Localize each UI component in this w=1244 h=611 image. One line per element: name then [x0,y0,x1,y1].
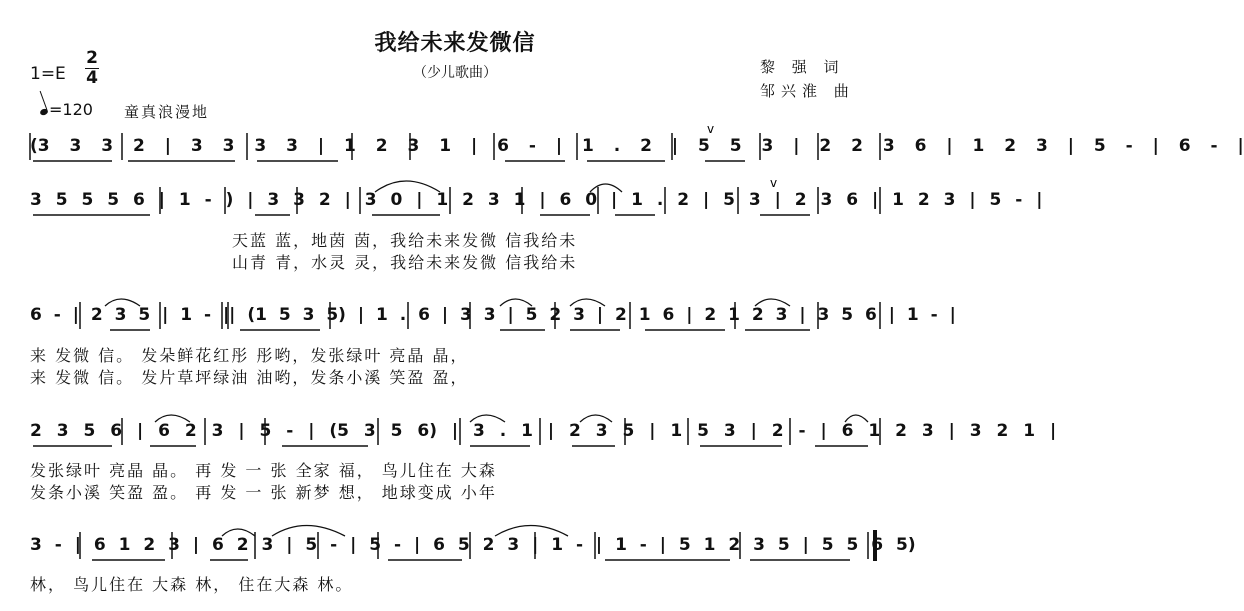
expression-marking: 童真浪漫地 [124,103,210,121]
notation-line-1: (3 3 3 2 | 3 3 3 3 | 1 2 3 1 | 6 - | 1 . 2 | 5 5 3 | 2 2 3 6 | 1 2 3 | 5 - | 6 - | [30,136,1244,156]
notation-line-2: 3 5 5 5 6 | 1 - ) | 3 3 2 | 3 0 | 1 2 3 1 | 6 0 | 1 . 2 | 5 3 | 2 3 6 | 1 2 3 | 5 - | [30,190,1043,210]
song-subtitle: （少儿歌曲） [413,65,497,81]
notation-line-4: 2 3 5 6 | 6 2 3 | 5 - | (5 3 5 6) | 3 . 1 | 2 3 5 | 1 5 3 | 2 - | 6 1 2 3 | 3 2 1 | [30,421,1057,441]
song-title: 我给未来发微信 [374,31,536,56]
meter-bottom: 4 [86,68,98,88]
lyric-line-2b: 山青 青，水灵 灵，我给未来发微 信我给未 [232,253,578,272]
lyric-line-5: 林， 鸟儿住在 大森 林， 住在大森 林。 [30,575,354,594]
lyric-line-3b: 来 发微 信。 发片草坪绿油 油哟，发条小溪 笑盈 盈， [30,368,469,387]
notation-line-5: 3 - | 6 1 2 3 | 6 2 3 | 5 - | 5 - | 6 5 2 3 | 1 - | 1 - | 5 1 2 3 5 | 5 5 6 5) [30,535,916,555]
tempo-marking: =120 [40,100,93,119]
svg-text:v: v [770,176,778,190]
notation-line-3: 6 - | 2 3 5 | 1 - || (1 5 3 5) | 1 . 6 | 3 3 | 5 2 3 | 2 1 6 | 2 1 2 3 | 3 5 6 | 1 - | [30,305,956,325]
meter-top: 2 [86,48,98,68]
composer-credit: 邹兴淮 曲 [760,82,855,100]
lyric-line-4a: 发张绿叶 亮晶 晶。 再 发 一 张 全家 福， 鸟儿住在 大森 [30,461,497,480]
lyric-line-2a: 天蓝 蓝，地茵 茵，我给未来发微 信我给未 [232,231,578,250]
lyric-line-4b: 发条小溪 笑盈 盈。 再 发 一 张 新梦 想， 地球变成 小年 [30,483,497,502]
lyric-line-3a: 来 发微 信。 发朵鲜花红彤 彤哟，发张绿叶 亮晶 晶， [30,346,469,365]
lyricist-credit: 黎 强 词 [760,58,845,76]
svg-text:v: v [707,122,715,136]
key-signature: 1=E [30,64,66,84]
